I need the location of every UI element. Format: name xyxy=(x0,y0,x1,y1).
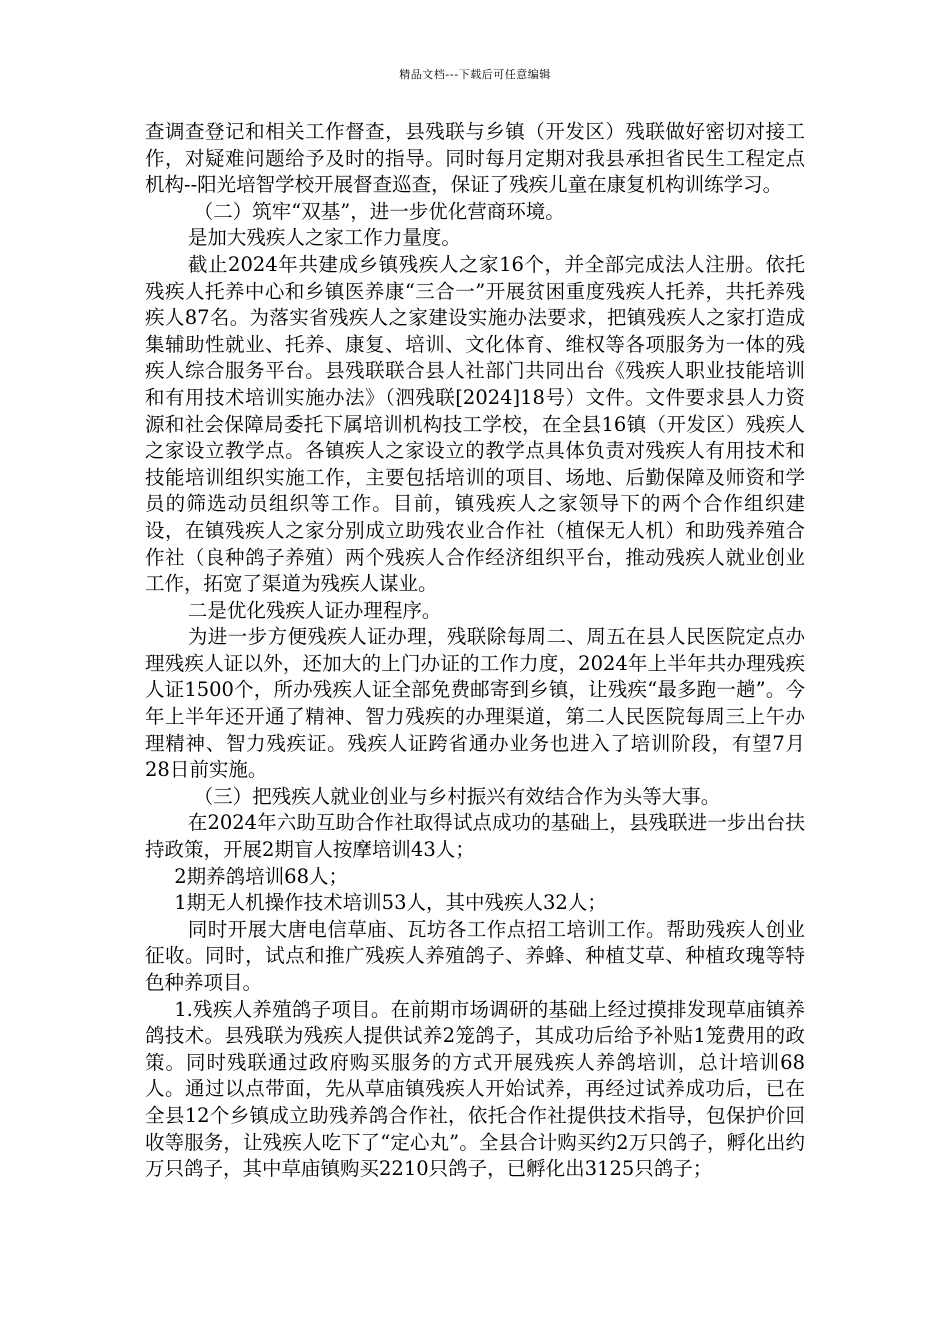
numbered-paragraph: 1.残疾人养殖鸽子项目。在前期市场调研的基础上经过摸排发现草庙镇养鸽技术。县残联为残疾人提供试养2笼鸽子，其成功后给予补贴1笼费用的政策。同时残联通过政府购买服务的方式开展残疾人养鸽培训，总计培训68人。通过以点带面，先从草庙镇残疾人开始试养，再经过试养成功后，已在全县12个乡镇成立助残养鸽合作社，依托合作社提供技术指导，包保护价回收等服务，让残疾人吃下了“定心丸”。全县合计购买约2万只鸽子，孵化出约万只鸽子，其中草庙镇购买2210只鸽子，已孵化出3125只鸽子； xyxy=(145,997,805,1181)
paragraph: 为进一步方便残疾人证办理，残联除每周二、周五在县人民医院定点办理残疾人证以外，还加大的上门办证的工作力度，2024年上半年共办理残疾人证1500个，所办残疾人证全部免费邮寄到乡镇，让残疾“最多跑一趟”。今年上半年还开通了精神、智力残疾的办理渠道，第二人民医院每周三上午办理精神、智力残疾证。残疾人证跨省通办业务也进入了培训阶段，有望7月28日前实施。 xyxy=(145,625,805,782)
paragraph: 同时开展大唐电信草庙、瓦坊各工作点招工培训工作。帮助残疾人创业征收。同时，试点和推广残疾人养殖鸽子、养蜂、种植艾草、种植玫瑰等特色种养项目。 xyxy=(145,917,805,994)
page-header: 精品文档---下载后可任意编辑 xyxy=(399,68,551,81)
paragraph: 在2024年六助互助合作社取得试点成功的基础上，县残联进一步出台扶持政策，开展2期盲人按摩培训43人； xyxy=(145,811,805,862)
paragraph-continuation: 查调查登记和相关工作督查，县残联与乡镇（开发区）残联做好密切对接工作，对疑难问题给予及时的指导。同时每月定期对我县承担省民生工程定点机构--阳光培智学校开展督查巡查，保证了残疾儿童在康复机构训练学习。 xyxy=(145,120,805,197)
document-body xyxy=(145,119,805,1183)
section-heading-3: （三）把残疾人就业创业与乡村振兴有效结合作为头等大事。 xyxy=(193,784,721,808)
section-heading-2: （二）筑牢“双基”，进一步优化营商环境。 xyxy=(193,199,565,223)
paragraph: 截止2024年共建成乡镇残疾人之家16个，并全部完成法人注册。依托残疾人托养中心和乡镇医养康“三合一”开展贫困重度残疾人托养，共托养残疾人87名。为落实省残疾人之家建设实施办法要求，把镇残疾人之家打造成集辅助性就业、托养、康复、培训、文化体育、维权等各项服务为一体的残疾人综合服务平台。县残联联合县人社部门共同出台《残疾人职业技能培训和有用技术培训实施办法》（泗残联[2024]18号）文件。文件要求县人力资源和社会保障局委托下属培训机构技工学校，在全县16镇（开发区）残疾人之家设立教学点。各镇疾人之家设立的教学点具体负责对残疾人有用技术和技能培训组织实施工作，主要包括培训的项目、场地、后勤保障及师资和学员的筛选动员组织等工作。目前，镇残疾人之家领导下的两个合作组织建设，在镇残疾人之家分别成立助残农业合作社（植保无人机）和助残养殖合作社（良种鸽子养殖）两个残疾人合作经济组织平台，推动残疾人就业创业工作，拓宽了渠道为残疾人谋业。 xyxy=(145,252,805,596)
list-item: 1期无人机操作技术培训53人，其中残疾人32人； xyxy=(174,891,607,915)
subheading-2: 二是优化残疾人证办理程序。 xyxy=(187,598,442,622)
subheading-1: 是加大残疾人之家工作力量度。 xyxy=(187,226,461,250)
list-item: 2期养鸽培训68人； xyxy=(174,864,348,888)
